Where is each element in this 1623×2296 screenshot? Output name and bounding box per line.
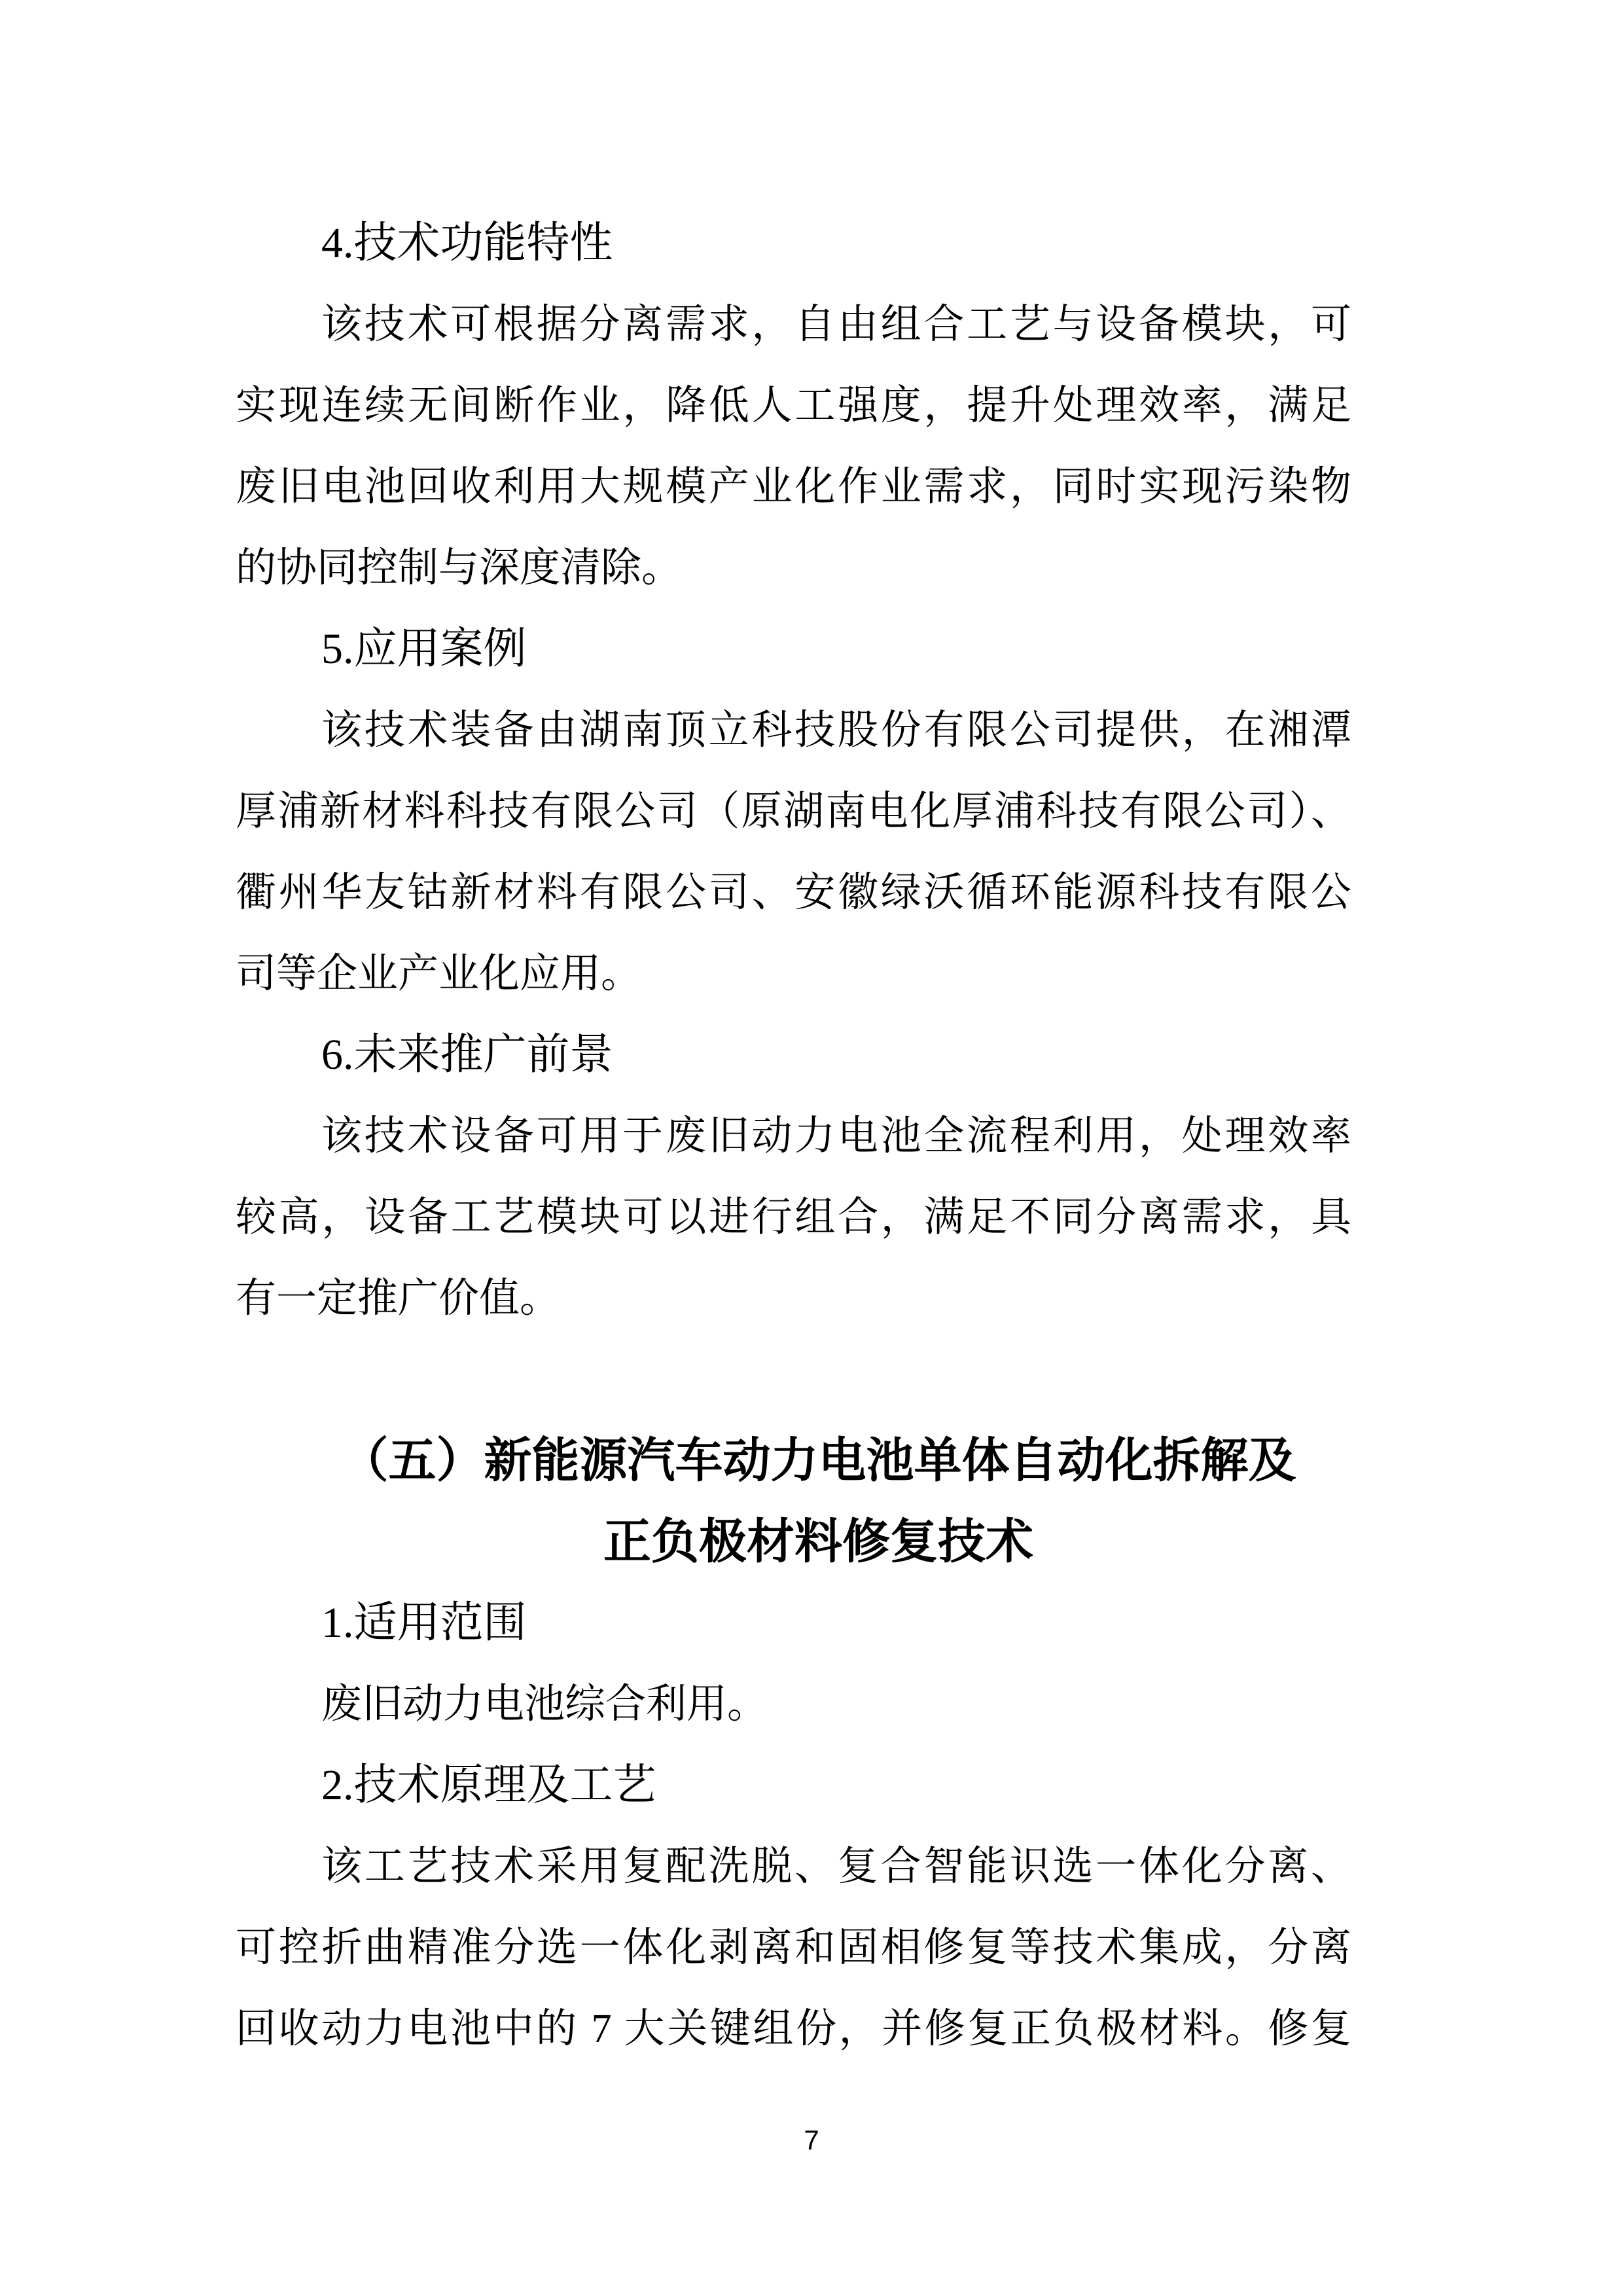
body-line: 该工艺技术采用复配洗脱、复合智能识选一体化分离、	[321, 1844, 1351, 1889]
section-5-heading-line-1: （五）新能源汽车动力电池单体自动化拆解及	[340, 1434, 1296, 1487]
subhead-2-principle: 2.技术原理及工艺	[321, 1761, 656, 1809]
subhead-4-tech-features: 4.技术功能特性	[321, 219, 613, 267]
body-line: 该技术可根据分离需求，自由组合工艺与设备模块，可	[321, 302, 1351, 347]
body-line: 的协同控制与深度清除。	[236, 546, 683, 590]
blank-line	[236, 1339, 1351, 1420]
section-5-heading-line-2: 正负极材料修复技术	[603, 1515, 1033, 1568]
subhead-6-future-prospects: 6.未来推广前景	[321, 1031, 613, 1079]
body-line: 司等企业产业化应用。	[236, 952, 642, 996]
body-line: 回收动力电池中的 7 大关键组份，并修复正负极材料。修复	[236, 2007, 1351, 2051]
body-line: 衢州华友钴新材料有限公司、安徽绿沃循环能源科技有限公	[236, 870, 1351, 915]
body-line: 该技术设备可用于废旧动力电池全流程利用，处理效率	[321, 1114, 1351, 1158]
body-line: 废旧动力电池综合利用。	[321, 1682, 768, 1727]
body-line: 有一定推广价值。	[236, 1276, 561, 1321]
subhead-1-scope: 1.适用范围	[321, 1599, 527, 1647]
body-line: 可控折曲精准分选一体化剥离和固相修复等技术集成，分离	[236, 1926, 1351, 1970]
body-line: 实现连续无间断作业，降低人工强度，提升处理效率，满足	[236, 384, 1351, 428]
text-block	[236, 203, 1351, 2070]
body-line: 该技术装备由湖南顶立科技股份有限公司提供，在湘潭	[321, 708, 1351, 753]
page-number: 7	[804, 2125, 819, 2155]
subhead-5-application-cases: 5.应用案例	[321, 625, 527, 673]
body-line: 厚浦新材料科技有限公司（原湖南电化厚浦科技有限公司）、	[236, 789, 1351, 834]
body-line: 较高，设备工艺模块可以进行组合，满足不同分离需求，具	[236, 1195, 1351, 1240]
body-line: 废旧电池回收利用大规模产业化作业需求，同时实现污染物	[236, 465, 1351, 509]
